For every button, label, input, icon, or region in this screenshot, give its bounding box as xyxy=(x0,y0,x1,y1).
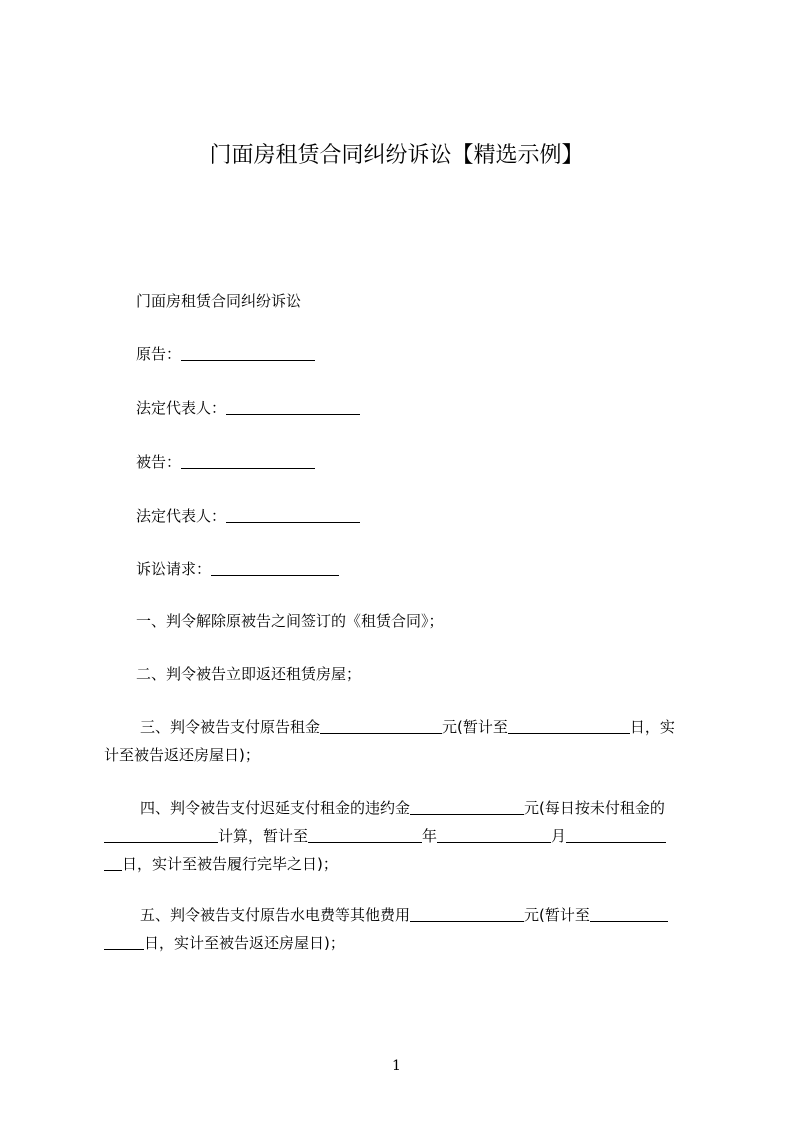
claim-4-text-a: 四、判令被告支付迟延支付租金的违约金 xyxy=(140,799,411,817)
claims-blank xyxy=(211,560,339,576)
claim-4-day-blank-b xyxy=(104,855,122,871)
claim-5-amount-blank xyxy=(410,906,524,922)
claim-4-text-e: 月 xyxy=(551,827,567,845)
claim-4-amount-blank xyxy=(410,799,524,815)
claim-3-amount-blank xyxy=(320,718,442,734)
plaintiff-rep-label: 法定代表人： xyxy=(136,399,227,417)
claim-5-date-blank-b xyxy=(104,934,144,950)
defendant-field xyxy=(136,452,315,472)
document-subtitle: 门面房租赁合同纠纷诉讼 xyxy=(136,292,302,310)
claim-5-text-a: 五、判令被告支付原告水电费等其他费用 xyxy=(140,906,411,924)
claim-4-day-blank-a xyxy=(566,827,666,843)
defendant-blank xyxy=(181,453,315,469)
claim-3-text-b: 元(暂计至 xyxy=(442,718,508,736)
claim-item-1: 一、判令解除原被告之间签订的《租赁合同》； xyxy=(136,612,444,630)
claim-3-text-d: 计至被告返还房屋日)； xyxy=(104,746,260,764)
claim-item-3 xyxy=(104,713,704,769)
claim-4-year-blank xyxy=(308,827,422,843)
defendant-rep-field xyxy=(136,506,360,526)
claim-4-text-f: 日，实计至被告履行完毕之日)； xyxy=(122,855,338,873)
claim-item-5 xyxy=(104,901,704,957)
document-title: 门面房租赁合同纠纷诉讼【精选示例】 xyxy=(209,143,584,168)
claim-3-date-blank xyxy=(508,718,630,734)
claim-4-text-c: 计算，暂计至 xyxy=(218,827,309,845)
page-number: 1 xyxy=(392,1058,401,1074)
plaintiff-rep-field xyxy=(136,398,360,418)
claims-label: 诉讼请求： xyxy=(136,560,212,578)
claim-4-text-b: 元(每日按未付租金的 xyxy=(524,799,665,817)
claim-item-2: 二、判令被告立即返还租赁房屋； xyxy=(136,665,362,683)
claim-5-text-c: 日，实计至被告返还房屋日)； xyxy=(144,934,345,952)
defendant-rep-label: 法定代表人： xyxy=(136,507,227,525)
plaintiff-label: 原告： xyxy=(136,345,182,363)
claim-4-text-d: 年 xyxy=(422,827,438,845)
claim-4-month-blank xyxy=(437,827,551,843)
defendant-rep-blank xyxy=(226,507,360,523)
claim-item-4 xyxy=(104,794,704,878)
defendant-label: 被告： xyxy=(136,453,182,471)
claim-5-text-b: 元(暂计至 xyxy=(524,906,590,924)
claim-3-text-c: 日，实 xyxy=(629,718,675,736)
claim-3-text-a: 三、判令被告支付原告租金 xyxy=(140,718,321,736)
plaintiff-rep-blank xyxy=(226,399,360,415)
claim-4-rate-blank xyxy=(104,827,218,843)
claim-5-date-blank-a xyxy=(590,906,668,922)
plaintiff-field xyxy=(136,344,315,364)
plaintiff-blank xyxy=(181,345,315,361)
claims-field xyxy=(136,559,339,579)
